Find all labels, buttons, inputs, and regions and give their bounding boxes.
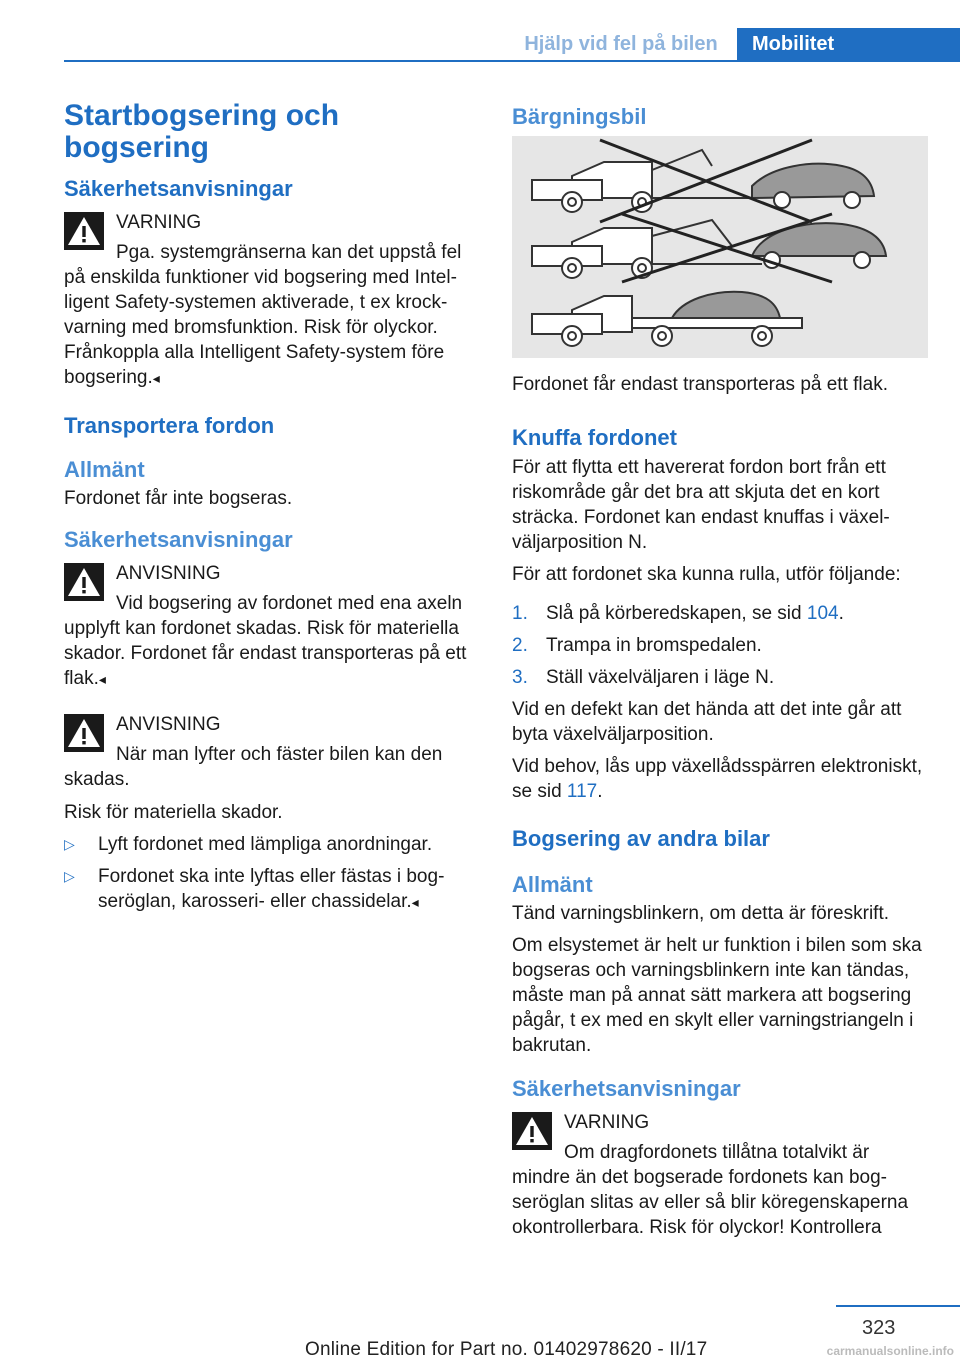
illustration-caption: Fordonet får endast transporteras på ett flak.: [512, 374, 888, 395]
tow-truck-heading: Bärgningsbil: [512, 104, 647, 129]
general-text: Fordonet får inte bogseras.: [64, 488, 293, 509]
safety-heading: Säkerhetsanvisningar: [512, 1076, 741, 1101]
end-mark: ◂: [411, 894, 419, 910]
watermark: carmanualsonline.info: [826, 1344, 954, 1358]
push-heading: Knuffa fordonet: [512, 425, 677, 450]
notice-label: ANVISNING: [116, 563, 221, 584]
header-section-tab: Hjälp vid fel på bilen: [505, 28, 737, 60]
warning-text: Pga. systemgränserna kan det uppstå fel på enskilda funktioner vid bogsering med Intelligent Safety-systemen aktiverade, t ex krockvarning med bromsfunktion. Risk för olyckor. Frånkoppla alla Intelligent Safety-system före bogsering.: [64, 242, 462, 388]
roll-text: För att fordonet ska kunna rulla, utför följande:: [512, 564, 901, 585]
notice-block-2: [64, 712, 476, 792]
list-item: ▷ Fordonet ska inte lyftas eller fästas i bogseröglan, karosseri- eller chassidelar.◂: [64, 866, 445, 912]
edition-footer: Online Edition for Part no. 01402978620 - II/17: [305, 1339, 708, 1360]
warning-label: VARNING: [564, 1112, 650, 1133]
warning-triangle-icon: [64, 714, 104, 752]
page-title: Startbogsering och bogsering: [64, 99, 340, 164]
general-text: Tänd varningsblinkern, om detta är föreskrift.: [512, 903, 890, 924]
triangle-bullet-icon: ▷: [64, 836, 75, 852]
warning-triangle-icon: [64, 212, 104, 250]
warning-label: VARNING: [116, 212, 202, 233]
warning-triangle-icon: [64, 563, 104, 601]
left-column: [64, 100, 476, 922]
notice-block-1: [64, 561, 476, 692]
notice-text: Vid bogsering av fordonet med ena axeln upplyft kan fordonet skadas. Risk för materiella skador. Fordonet får endast transporteras på ett flak.: [64, 593, 467, 689]
notice-text: När man lyfter och fäster bilen kan den skadas.: [64, 744, 443, 790]
triangle-bullet-icon: ▷: [64, 868, 75, 884]
page-number-rule: [836, 1305, 960, 1307]
list-item: ▷ Lyft fordonet med lämpliga anordningar.: [64, 834, 433, 855]
warning-block-1: [64, 210, 476, 391]
list-item: 2. Trampa in bromspedalen.: [512, 635, 762, 656]
header-rule: [64, 60, 960, 62]
unlock-text: Vid behov, lås upp växellådsspärren elektroniskt, se sid: [512, 756, 923, 802]
safety-heading-2: Säkerhetsanvisningar: [64, 527, 293, 552]
risk-text: Risk för materiella skador.: [64, 802, 283, 823]
warning-triangle-icon: [512, 1112, 552, 1150]
bullet-list: [64, 832, 476, 915]
page-link[interactable]: 117: [566, 781, 598, 802]
warning-text: Om dragfordonets tillåtna totalvikt är mindre än det bogserade fordonets kan bogseröglan slitas av eller så blir köregenskaperna okontrollerbara. Risk för olyckor! Kontrollera: [512, 1142, 909, 1238]
general-heading: Allmänt: [64, 457, 145, 482]
safety-heading-1: Säkerhetsanvisningar: [64, 176, 293, 201]
tow-truck-illustration: [512, 136, 928, 358]
end-mark: ◂: [98, 671, 106, 687]
right-column: Bärgningsbil Fordonet får endast transporteras på ett flak. Knuffa fordonet För att flytta ett havererat fordon bort från ett riskområde går det bra att skjuta det en kort sträcka. Fordonet kan endast knuffas i växelväljarposition N. För att fordonet ska kunna rulla, utför följande: 1. Slå på körberedskapen, se sid 104. 2. Trampa in bromspedalen. 3. Ställ växelväljaren i läge N. Vid en defekt kan det hända att det inte går att byta växelväljarposition. Vid behov, lås upp växellådsspärren elektroniskt, se sid 117. Bogsering av andra bilar Allmänt Tänd varningsblinkern, om detta är föreskrift. Om elsystemet är helt ur funktion i bilen som ska bogseras och varningsblinkern inte kan tändas, måste man på annat sätt markera att bogsering pågår, t ex med en skylt eller varningstriangeln i bakrutan. Säkerhetsanvisningar VARNING Om dragfordonets tillåtna totalvikt är mindre än det bogserade fordonets kan bogseröglan slitas av eller så blir köregenskaperna okontrollerbara. Risk för olyckor! Kontrollera: [512, 100, 928, 1248]
page-number: 323: [862, 1317, 896, 1339]
notice-label: ANVISNING: [116, 714, 221, 735]
steps-list: [512, 601, 928, 690]
towing-heading: Bogsering av andra bilar: [512, 826, 770, 851]
push-text: För att flytta ett havererat fordon bort från ett riskområde går det bra att skjuta det en kort sträcka. Fordonet kan endast knuffas i växelväljarposition N.: [512, 457, 890, 553]
transport-heading: Transportera fordon: [64, 413, 275, 438]
general-heading: Allmänt: [512, 872, 593, 897]
end-mark: ◂: [152, 370, 160, 386]
warning-block: [512, 1110, 928, 1240]
list-item: 3. Ställ växelväljaren i läge N.: [512, 667, 775, 688]
defect-text: Vid en defekt kan det hända att det inte går att byta växelväljarposition.: [512, 699, 902, 745]
page-link[interactable]: 104: [806, 603, 839, 624]
list-item: 1. Slå på körberedskapen, se sid 104.: [512, 603, 844, 624]
electrics-text: Om elsystemet är helt ur funktion i bilen som ska bogseras och varningsblinkern inte kan tändas, måste man på annat sätt markera att bogsering pågår, t ex med en skylt eller varningstriangeln i bakrutan.: [512, 935, 922, 1056]
header-chapter-tab: Mobilitet: [737, 28, 960, 62]
